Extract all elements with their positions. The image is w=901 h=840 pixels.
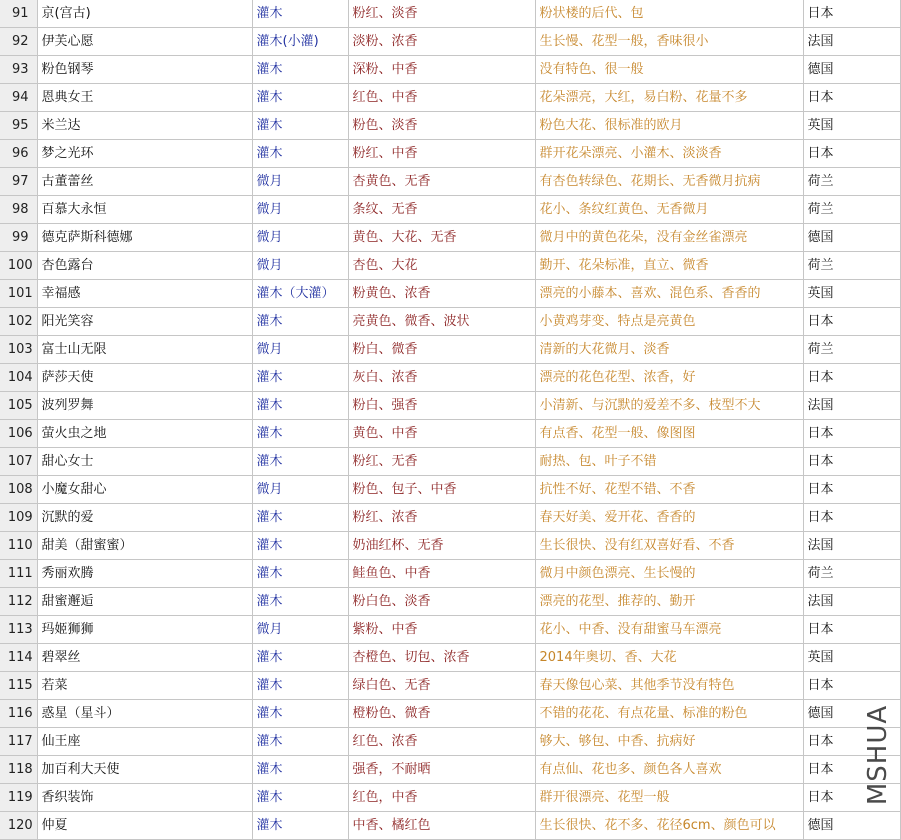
cell-plant-type[interactable]: 灌木 — [252, 140, 348, 168]
cell-color-fragrance[interactable]: 粉红、中香 — [348, 140, 535, 168]
cell-plant-type[interactable]: 灌木 — [252, 728, 348, 756]
cell-country[interactable]: 日本 — [803, 448, 900, 476]
row-number[interactable]: 99 — [0, 224, 37, 252]
table-row — [0, 532, 900, 560]
cell-notes[interactable]: 不错的花花、有点花量、标准的粉色 — [535, 700, 803, 728]
cell-variety-name[interactable]: 碧翠丝 — [37, 644, 252, 672]
cell-plant-type[interactable]: 灌木 — [252, 392, 348, 420]
cell-country[interactable]: 荷兰 — [803, 252, 900, 280]
cell-plant-type[interactable]: 灌木 — [252, 672, 348, 700]
cell-color-fragrance[interactable]: 中香、橘红色 — [348, 812, 535, 840]
cell-plant-type[interactable]: 灌木 — [252, 420, 348, 448]
cell-notes[interactable]: 有点仙、花也多、颜色各人喜欢 — [535, 756, 803, 784]
cell-notes[interactable]: 漂亮的花型、推荐的、勤开 — [535, 588, 803, 616]
cell-country[interactable]: 荷兰 — [803, 196, 900, 224]
cell-plant-type[interactable]: 灌木 — [252, 588, 348, 616]
cell-notes[interactable]: 耐热、包、叶子不错 — [535, 448, 803, 476]
row-number[interactable]: 93 — [0, 56, 37, 84]
cell-notes[interactable]: 群开花朵漂亮、小灌木、淡淡香 — [535, 140, 803, 168]
cell-variety-name[interactable]: 甜蜜邂逅 — [37, 588, 252, 616]
cell-variety-name[interactable]: 幸福感 — [37, 280, 252, 308]
cell-color-fragrance[interactable]: 粉黄色、浓香 — [348, 280, 535, 308]
cell-color-fragrance[interactable]: 杏黄色、无香 — [348, 168, 535, 196]
cell-plant-type[interactable]: 微月 — [252, 224, 348, 252]
table-row — [0, 560, 900, 588]
cell-country[interactable]: 法国 — [803, 588, 900, 616]
row-number[interactable]: 109 — [0, 504, 37, 532]
row-number[interactable]: 98 — [0, 196, 37, 224]
row-number[interactable]: 117 — [0, 728, 37, 756]
table-row — [0, 812, 900, 840]
cell-plant-type[interactable]: 灌木 — [252, 644, 348, 672]
cell-country[interactable]: 法国 — [803, 392, 900, 420]
row-number[interactable]: 104 — [0, 364, 37, 392]
cell-variety-name[interactable]: 萤火虫之地 — [37, 420, 252, 448]
cell-variety-name[interactable]: 米兰达 — [37, 112, 252, 140]
cell-variety-name[interactable]: 甜美（甜蜜蜜） — [37, 532, 252, 560]
table-row — [0, 196, 900, 224]
cell-plant-type[interactable]: 灌木 — [252, 112, 348, 140]
table-row — [0, 308, 900, 336]
cell-color-fragrance[interactable]: 强香，不耐晒 — [348, 756, 535, 784]
table-row — [0, 476, 900, 504]
cell-color-fragrance[interactable]: 橙粉色、微香 — [348, 700, 535, 728]
cell-color-fragrance[interactable]: 粉白色、淡香 — [348, 588, 535, 616]
watermark — [864, 700, 892, 810]
cell-notes[interactable]: 粉色大花、很标准的欧月 — [535, 112, 803, 140]
cell-notes[interactable]: 花小、中香、没有甜蜜马车漂亮 — [535, 616, 803, 644]
cell-color-fragrance[interactable]: 粉红、无香 — [348, 448, 535, 476]
cell-variety-name[interactable]: 加百利大天使 — [37, 756, 252, 784]
table-row — [0, 56, 900, 84]
table-row — [0, 28, 900, 56]
row-number[interactable]: 115 — [0, 672, 37, 700]
row-number[interactable]: 96 — [0, 140, 37, 168]
cell-plant-type[interactable]: 灌木 — [252, 700, 348, 728]
cell-plant-type[interactable]: 灌木 — [252, 84, 348, 112]
cell-country[interactable]: 德国 — [803, 700, 900, 728]
cell-variety-name[interactable]: 小魔女甜心 — [37, 476, 252, 504]
table-row — [0, 700, 900, 728]
cell-notes[interactable]: 春天好美、爱开花、香香的 — [535, 504, 803, 532]
cell-notes[interactable]: 春天像包心菜、其他季节没有特色 — [535, 672, 803, 700]
cell-variety-name[interactable]: 沉默的爱 — [37, 504, 252, 532]
cell-notes[interactable]: 微月中的黄色花朵，没有金丝雀漂亮 — [535, 224, 803, 252]
cell-color-fragrance[interactable]: 黄色、中香 — [348, 420, 535, 448]
cell-variety-name[interactable]: 富士山无限 — [37, 336, 252, 364]
row-number[interactable]: 107 — [0, 448, 37, 476]
cell-variety-name[interactable]: 粉色钢琴 — [37, 56, 252, 84]
cell-notes[interactable]: 小清新、与沉默的爱差不多、枝型不大 — [535, 392, 803, 420]
cell-notes[interactable]: 抗性不好、花型不错、不香 — [535, 476, 803, 504]
cell-variety-name[interactable]: 萨莎天使 — [37, 364, 252, 392]
cell-color-fragrance[interactable]: 淡粉、浓香 — [348, 28, 535, 56]
cell-notes[interactable]: 花小、条纹红黄色、无香微月 — [535, 196, 803, 224]
cell-country[interactable]: 英国 — [803, 112, 900, 140]
cell-variety-name[interactable]: 杏色露台 — [37, 252, 252, 280]
cell-country[interactable]: 日本 — [803, 84, 900, 112]
cell-notes[interactable]: 生长很快、没有红双喜好看、不香 — [535, 532, 803, 560]
cell-plant-type[interactable]: 灌木 — [252, 0, 348, 28]
row-number[interactable]: 100 — [0, 252, 37, 280]
cell-notes[interactable]: 漂亮的小藤本、喜欢、混色系、香香的 — [535, 280, 803, 308]
cell-country[interactable]: 日本 — [803, 420, 900, 448]
row-number[interactable]: 120 — [0, 812, 37, 840]
cell-color-fragrance[interactable]: 红色，中香 — [348, 784, 535, 812]
cell-country[interactable]: 日本 — [803, 756, 900, 784]
cell-plant-type[interactable]: 灌木 — [252, 756, 348, 784]
cell-country[interactable]: 日本 — [803, 476, 900, 504]
cell-color-fragrance[interactable]: 粉色、包子、中香 — [348, 476, 535, 504]
cell-plant-type[interactable]: 微月 — [252, 616, 348, 644]
table-row — [0, 420, 900, 448]
cell-color-fragrance[interactable]: 红色、浓香 — [348, 728, 535, 756]
row-number[interactable]: 114 — [0, 644, 37, 672]
row-number[interactable]: 116 — [0, 700, 37, 728]
table-row — [0, 448, 900, 476]
cell-variety-name[interactable]: 伊芙心愿 — [37, 28, 252, 56]
cell-notes[interactable]: 勤开、花朵标准，直立、微香 — [535, 252, 803, 280]
cell-notes[interactable]: 够大、够包、中香、抗病好 — [535, 728, 803, 756]
cell-variety-name[interactable]: 京(宫古) — [37, 0, 252, 28]
cell-color-fragrance[interactable]: 奶油红杯、无香 — [348, 532, 535, 560]
cell-color-fragrance[interactable]: 条纹、无香 — [348, 196, 535, 224]
cell-plant-type[interactable]: 微月 — [252, 336, 348, 364]
cell-notes[interactable]: 群开很漂亮、花型一般 — [535, 784, 803, 812]
cell-variety-name[interactable]: 梦之光环 — [37, 140, 252, 168]
cell-plant-type[interactable]: 微月 — [252, 196, 348, 224]
cell-variety-name[interactable]: 秀丽欢腾 — [37, 560, 252, 588]
cell-notes[interactable]: 2014年奥切、香、大花 — [535, 644, 803, 672]
cell-country[interactable]: 日本 — [803, 672, 900, 700]
row-number[interactable]: 95 — [0, 112, 37, 140]
cell-plant-type[interactable]: 微月 — [252, 252, 348, 280]
cell-plant-type[interactable]: 灌木 — [252, 784, 348, 812]
cell-color-fragrance[interactable]: 亮黄色、微香、波状 — [348, 308, 535, 336]
row-number[interactable]: 108 — [0, 476, 37, 504]
cell-plant-type[interactable]: 灌木 — [252, 448, 348, 476]
cell-country[interactable]: 荷兰 — [803, 560, 900, 588]
cell-plant-type[interactable]: 灌木 — [252, 504, 348, 532]
cell-notes[interactable]: 小黄鸡芽变、特点是亮黄色 — [535, 308, 803, 336]
cell-plant-type[interactable]: 灌木（大灌） — [252, 280, 348, 308]
cell-color-fragrance[interactable]: 粉色、淡香 — [348, 112, 535, 140]
cell-plant-type[interactable]: 灌木(小灌) — [252, 28, 348, 56]
cell-notes[interactable]: 生长很快、花不多、花径6cm、颜色可以 — [535, 812, 803, 840]
table-row — [0, 672, 900, 700]
table-row — [0, 84, 900, 112]
cell-color-fragrance[interactable]: 黄色、大花、无香 — [348, 224, 535, 252]
row-number[interactable]: 92 — [0, 28, 37, 56]
cell-country[interactable]: 日本 — [803, 728, 900, 756]
table-row — [0, 756, 900, 784]
cell-notes[interactable]: 清新的大花微月、淡香 — [535, 336, 803, 364]
cell-variety-name[interactable]: 古董蕾丝 — [37, 168, 252, 196]
row-number[interactable]: 105 — [0, 392, 37, 420]
table-row — [0, 616, 900, 644]
cell-color-fragrance[interactable]: 粉红、淡香 — [348, 0, 535, 28]
cell-variety-name[interactable]: 玛姬狮狮 — [37, 616, 252, 644]
table-row — [0, 728, 900, 756]
cell-color-fragrance[interactable]: 红色、中香 — [348, 84, 535, 112]
cell-variety-name[interactable]: 香织装饰 — [37, 784, 252, 812]
row-number[interactable]: 119 — [0, 784, 37, 812]
cell-country[interactable]: 荷兰 — [803, 168, 900, 196]
cell-country[interactable]: 日本 — [803, 504, 900, 532]
row-number[interactable]: 112 — [0, 588, 37, 616]
row-number[interactable]: 102 — [0, 308, 37, 336]
cell-notes[interactable]: 微月中颜色漂亮、生长慢的 — [535, 560, 803, 588]
row-number[interactable]: 91 — [0, 0, 37, 28]
cell-color-fragrance[interactable]: 粉红、浓香 — [348, 504, 535, 532]
cell-color-fragrance[interactable]: 灰白、浓香 — [348, 364, 535, 392]
cell-variety-name[interactable]: 百慕大永恒 — [37, 196, 252, 224]
cell-color-fragrance[interactable]: 紫粉、中香 — [348, 616, 535, 644]
row-number[interactable]: 94 — [0, 84, 37, 112]
table-row — [0, 644, 900, 672]
cell-notes[interactable]: 花朵漂亮，大红，易白粉、花量不多 — [535, 84, 803, 112]
row-number[interactable]: 97 — [0, 168, 37, 196]
cell-color-fragrance[interactable]: 深粉、中香 — [348, 56, 535, 84]
cell-country[interactable]: 德国 — [803, 56, 900, 84]
row-number[interactable]: 106 — [0, 420, 37, 448]
cell-notes[interactable]: 漂亮的花色花型、浓香，好 — [535, 364, 803, 392]
row-number[interactable]: 103 — [0, 336, 37, 364]
cell-plant-type[interactable]: 灌木 — [252, 532, 348, 560]
cell-plant-type[interactable]: 灌木 — [252, 56, 348, 84]
watermark-text: MSHUA — [863, 704, 893, 806]
row-number[interactable]: 113 — [0, 616, 37, 644]
cell-plant-type[interactable]: 灌木 — [252, 364, 348, 392]
table-row — [0, 392, 900, 420]
cell-variety-name[interactable]: 若菜 — [37, 672, 252, 700]
table-row — [0, 168, 900, 196]
cell-color-fragrance[interactable]: 杏橙色、切包、浓香 — [348, 644, 535, 672]
cell-country[interactable]: 日本 — [803, 0, 900, 28]
cell-country[interactable]: 英国 — [803, 644, 900, 672]
cell-country[interactable]: 日本 — [803, 364, 900, 392]
cell-country[interactable]: 英国 — [803, 280, 900, 308]
cell-country[interactable]: 日本 — [803, 616, 900, 644]
cell-color-fragrance[interactable]: 鲑鱼色、中香 — [348, 560, 535, 588]
cell-country[interactable]: 日本 — [803, 308, 900, 336]
cell-notes[interactable]: 有点香、花型一般、像图图 — [535, 420, 803, 448]
cell-variety-name[interactable]: 仲夏 — [37, 812, 252, 840]
cell-country[interactable]: 德国 — [803, 224, 900, 252]
cell-notes[interactable]: 有杏色转绿色、花期长、无香微月抗病 — [535, 168, 803, 196]
cell-color-fragrance[interactable]: 杏色、大花 — [348, 252, 535, 280]
table-row — [0, 784, 900, 812]
cell-variety-name[interactable]: 仙王座 — [37, 728, 252, 756]
cell-plant-type[interactable]: 灌木 — [252, 812, 348, 840]
table-row — [0, 588, 900, 616]
table-row — [0, 504, 900, 532]
cell-variety-name[interactable]: 德克萨斯科德娜 — [37, 224, 252, 252]
cell-plant-type[interactable]: 微月 — [252, 168, 348, 196]
cell-variety-name[interactable]: 波列罗舞 — [37, 392, 252, 420]
table-row — [0, 0, 900, 28]
row-number[interactable]: 111 — [0, 560, 37, 588]
table-row — [0, 364, 900, 392]
cell-country[interactable]: 法国 — [803, 28, 900, 56]
table-row — [0, 140, 900, 168]
table-row — [0, 252, 900, 280]
cell-variety-name[interactable]: 恩典女王 — [37, 84, 252, 112]
cell-color-fragrance[interactable]: 绿白色、无香 — [348, 672, 535, 700]
row-number[interactable]: 118 — [0, 756, 37, 784]
cell-variety-name[interactable]: 惑星（星斗） — [37, 700, 252, 728]
cell-color-fragrance[interactable]: 粉白、强香 — [348, 392, 535, 420]
row-number[interactable]: 101 — [0, 280, 37, 308]
cell-notes[interactable]: 粉状楼的后代、包 — [535, 0, 803, 28]
cell-plant-type[interactable]: 灌木 — [252, 308, 348, 336]
cell-country[interactable]: 日本 — [803, 140, 900, 168]
cell-country[interactable]: 日本 — [803, 784, 900, 812]
cell-country[interactable]: 法国 — [803, 532, 900, 560]
row-number[interactable]: 110 — [0, 532, 37, 560]
cell-variety-name[interactable]: 阳光笑容 — [37, 308, 252, 336]
cell-plant-type[interactable]: 灌木 — [252, 560, 348, 588]
cell-color-fragrance[interactable]: 粉白、微香 — [348, 336, 535, 364]
cell-notes[interactable]: 没有特色、很一般 — [535, 56, 803, 84]
cell-country[interactable]: 荷兰 — [803, 336, 900, 364]
cell-country[interactable]: 德国 — [803, 812, 900, 840]
cell-notes[interactable]: 生长慢、花型一般，香味很小 — [535, 28, 803, 56]
table-row — [0, 280, 900, 308]
cell-plant-type[interactable]: 微月 — [252, 476, 348, 504]
table-row — [0, 112, 900, 140]
cell-variety-name[interactable]: 甜心女士 — [37, 448, 252, 476]
table-row — [0, 336, 900, 364]
table-row — [0, 224, 900, 252]
